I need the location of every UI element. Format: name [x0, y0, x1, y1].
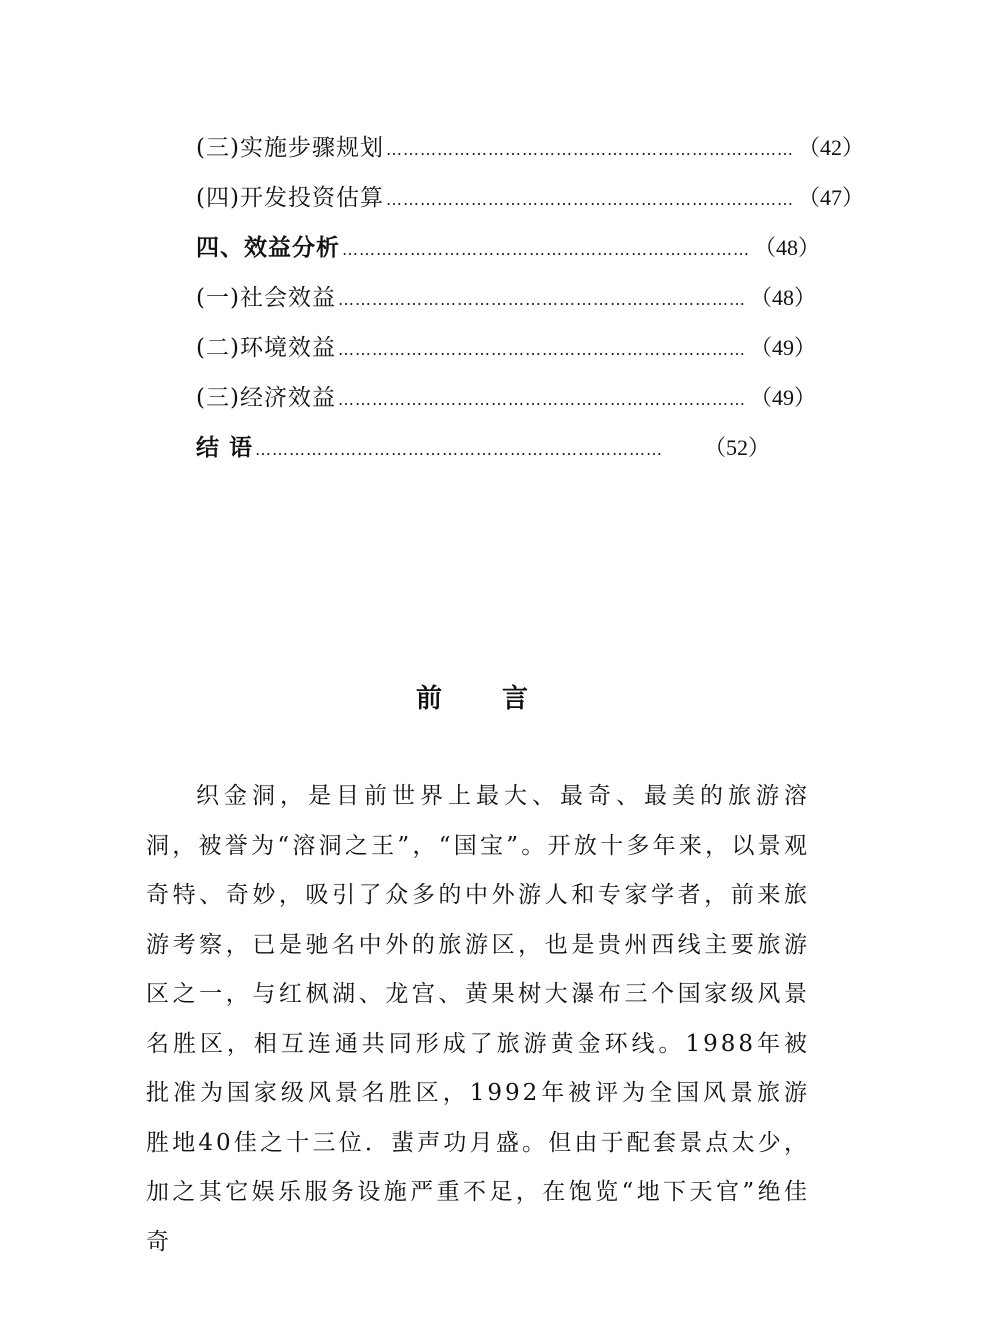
toc-entry-title: (二)环境效益: [196, 335, 336, 361]
toc-entry-page: （52）: [703, 435, 770, 460]
toc-entry[interactable]: [196, 178, 864, 228]
toc-entry-title: (一)社会效益: [196, 285, 336, 311]
toc-leader-dots: ………………………………………………………………: [342, 240, 750, 259]
toc-entry-page: （47）: [797, 185, 864, 210]
preface-paragraph: 织金洞，是目前世界上最大、最奇、最美的旅游溶洞，被誉为“溶洞之王”，“国宝”。开放十多年来，以景观奇特、奇妙，吸引了众多的中外游人和专家学者，前来旅游考察，已是驰名中外的旅游区，也是贵州西线主要旅游区之一，与红枫湖、龙宫、黄果树大瀑布三个国家级风景名胜区，相互连通共同形成了旅游黄金环线。1988年被批准为国家级风景名胜区，1992年被评为全国风景旅游胜地40佳之十三位．蜚声功月盛。但由于配套景点太少，加之其它娱乐服务设施严重不足，在饱览“地下天官”绝佳奇: [146, 783, 810, 1255]
toc-leader-dots: ………………………………………………………………: [337, 390, 746, 409]
toc-entry-page: （49）: [749, 335, 816, 360]
toc-entry-page: （48）: [754, 235, 821, 260]
toc-entry-title: 结 语: [196, 435, 254, 461]
toc-leader-dots: ………………………………………………………………: [337, 290, 746, 309]
toc-entry-page: （42）: [797, 135, 864, 160]
toc-entry-title: (三)经济效益: [196, 385, 336, 411]
toc-entry-title: 四、效益分析: [196, 235, 340, 261]
toc-entry-title: (四)开发投资估算: [196, 185, 384, 211]
toc-leader-dots: ………………………………………………………………: [255, 440, 664, 459]
toc-leader-dots: ………………………………………………………………: [337, 340, 746, 359]
toc-entry[interactable]: [196, 378, 816, 428]
toc-entry[interactable]: [196, 278, 816, 328]
toc-entry-page: （49）: [749, 385, 816, 410]
toc-entry-title: (三)实施步骤规划: [196, 135, 384, 161]
toc-leader-dots: ………………………………………………………………: [385, 140, 794, 159]
toc-entry-page: （48）: [749, 285, 816, 310]
toc-entry[interactable]: [196, 128, 864, 178]
toc-entry[interactable]: [196, 228, 821, 278]
toc-entry[interactable]: [196, 428, 776, 478]
preface-heading: 前言: [415, 684, 588, 714]
toc-entry[interactable]: [196, 328, 816, 378]
table-of-contents: [196, 128, 864, 478]
toc-leader-dots: ………………………………………………………………: [385, 190, 794, 209]
